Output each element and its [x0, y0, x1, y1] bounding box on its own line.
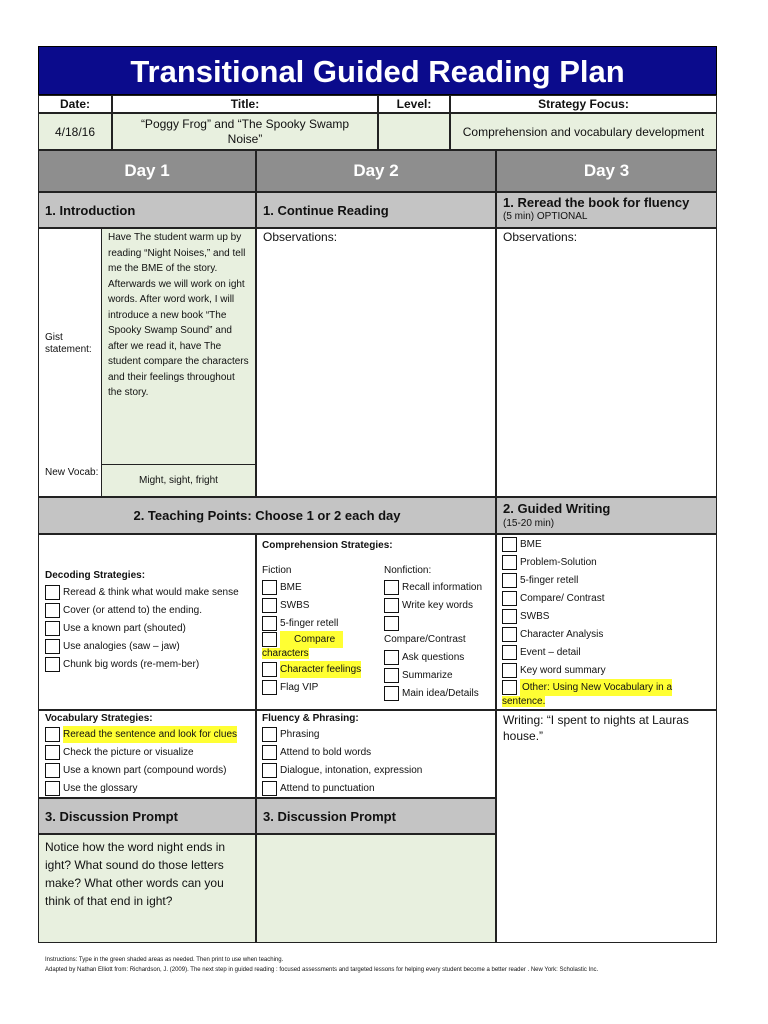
checkbox-label: 5-finger retell	[280, 617, 339, 629]
guided-writing-list	[502, 535, 716, 679]
checkbox[interactable]	[45, 763, 60, 778]
checkbox[interactable]	[45, 727, 60, 742]
compare-contrast-label: Compare/Contrast	[384, 634, 466, 645]
new-vocab-field[interactable]: Might, sight, fright	[101, 465, 255, 496]
checkbox[interactable]	[384, 686, 399, 701]
checkbox-label: Problem-Solution	[520, 556, 597, 568]
checkbox[interactable]	[45, 621, 60, 636]
page-title: Transitional Guided Reading Plan	[38, 46, 717, 95]
gw-other-top: Other: Using New Vocabulary in a	[520, 679, 672, 696]
writing-field[interactable]: Writing: “I spent to nights at Lauras house.”	[496, 710, 717, 943]
checkbox-row[interactable]	[262, 761, 492, 779]
gw-other-bottom-line	[502, 696, 716, 708]
guided-writing-block	[502, 535, 716, 708]
checkbox-row[interactable]	[262, 779, 492, 797]
checkbox-label: Character feelings	[280, 661, 361, 678]
checkbox[interactable]	[502, 555, 517, 570]
checkbox-label: Phrasing	[280, 728, 320, 740]
checkbox[interactable]	[384, 650, 399, 665]
checkbox-row[interactable]	[262, 660, 382, 678]
checkbox-label: BME	[280, 581, 302, 593]
checkbox[interactable]	[384, 598, 399, 613]
reread-title: 1. Reread the book for fluency	[503, 195, 690, 210]
day1-header: Day 1	[38, 150, 256, 192]
checkbox-row[interactable]	[45, 583, 255, 601]
vocab-strategies-title: Vocabulary Strategies:	[45, 713, 153, 724]
checkbox-label: Cover (or attend to) the ending.	[63, 604, 202, 616]
fluency-block	[262, 712, 492, 797]
checkbox[interactable]	[45, 745, 60, 760]
checkbox-label: Flag VIP	[280, 681, 319, 693]
checkbox[interactable]	[262, 781, 277, 796]
checkbox-row[interactable]	[262, 678, 382, 696]
continue-reading-heading: 1. Continue Reading	[256, 192, 496, 228]
checkbox-label: Use a known part (shouted)	[63, 622, 186, 634]
footer-citation: Adapted by Nathan Elliott from: Richardson, J. (2009). The next step in guided reading : focused assessments and targeted lessons for helping every student become a better reader . New York: Scholastic Inc.	[45, 967, 599, 973]
fluency-title: Fluency & Phrasing:	[262, 713, 359, 724]
decoding-title: Decoding Strategies:	[45, 570, 146, 581]
fiction-more-list	[262, 660, 382, 696]
checkbox-label: Attend to bold words	[280, 746, 372, 758]
decoding-block	[45, 569, 255, 673]
checkbox[interactable]	[384, 616, 399, 631]
checkbox[interactable]	[262, 632, 277, 647]
checkbox[interactable]	[502, 591, 517, 606]
vocab-label: New Vocab:	[45, 467, 99, 478]
checkbox-row[interactable]	[45, 779, 255, 797]
checkbox-label: Event – detail	[520, 646, 581, 658]
day3-header: Day 3	[496, 150, 717, 192]
checkbox-label: Check the picture or visualize	[63, 746, 194, 758]
checkbox-label: SWBS	[280, 599, 310, 611]
checkbox[interactable]	[384, 580, 399, 595]
day2-observations[interactable]	[256, 228, 496, 497]
guided-writing-title: 2. Guided Writing	[503, 501, 611, 516]
checkbox-label: Dialogue, intonation, expression	[280, 764, 423, 776]
gist-label: Gist statement:	[45, 332, 92, 355]
strategy-label: Strategy Focus:	[450, 95, 717, 113]
checkbox[interactable]	[502, 627, 517, 642]
checkbox-label: Summarize	[402, 669, 453, 681]
checkbox-label: Ask questions	[402, 651, 465, 663]
fiction-list	[262, 578, 382, 632]
level-label: Level:	[378, 95, 450, 113]
checkbox[interactable]	[45, 603, 60, 618]
checkbox[interactable]	[262, 616, 277, 631]
checkbox-row[interactable]	[45, 743, 255, 761]
checkbox[interactable]	[262, 745, 277, 760]
checkbox[interactable]	[262, 598, 277, 613]
checkbox[interactable]	[262, 727, 277, 742]
fiction-label: Fiction	[262, 565, 292, 576]
compare-text-top: Compare	[280, 631, 343, 648]
checkbox-row[interactable]	[45, 637, 255, 655]
checkbox-row[interactable]	[262, 596, 382, 614]
level-field[interactable]	[378, 113, 450, 150]
nonfiction-list	[384, 578, 494, 632]
gist-statement-field[interactable]: Have The student warm up by reading “Night Noises,” and tell me the BME of the story. Afterwards we will work on ight words. After word work, I will introduce a new book “The Spooky Swamp Sound” and after we read it, have The student compare the characters and their feelings throughout the story.	[101, 229, 255, 465]
discussion-heading-day2: 3. Discussion Prompt	[256, 798, 496, 834]
gw-other-row[interactable]	[502, 679, 716, 696]
discussion-prompt-day1[interactable]: Notice how the word night ends in ight? What sound do those letters make? What other words can you think of that end in ight?	[38, 834, 256, 943]
checkbox-row[interactable]	[502, 571, 716, 589]
checkbox[interactable]	[502, 645, 517, 660]
checkbox-label: BME	[520, 538, 542, 550]
checkbox-label: Compare/ Contrast	[520, 592, 605, 604]
checkbox-row[interactable]	[384, 578, 494, 596]
checkbox[interactable]	[45, 657, 60, 672]
vocab-list	[45, 725, 255, 797]
observations-label: Observations:	[503, 230, 578, 244]
discussion-prompt-day2[interactable]	[256, 834, 496, 943]
checkbox-row[interactable]	[45, 601, 255, 619]
checkbox[interactable]	[502, 573, 517, 588]
date-field[interactable]: 4/18/16	[38, 113, 112, 150]
day2-header: Day 2	[256, 150, 496, 192]
checkbox-label: Attend to punctuation	[280, 782, 375, 794]
fiction-block	[262, 564, 382, 696]
checkbox-label: Main idea/Details	[402, 687, 479, 699]
checkbox[interactable]	[384, 668, 399, 683]
checkbox-row[interactable]	[502, 607, 716, 625]
checkbox-label: 5-finger retell	[520, 574, 579, 586]
fiction-compare-row[interactable]	[262, 632, 382, 647]
checkbox-row[interactable]	[384, 648, 494, 666]
checkbox[interactable]	[45, 639, 60, 654]
vocab-strategies-block	[45, 712, 255, 797]
checkbox-label: Reread the sentence and look for clues	[63, 726, 237, 743]
compare-text-bottom: characters	[262, 648, 309, 659]
day3-observations[interactable]	[496, 228, 717, 497]
checkbox-row[interactable]	[384, 596, 494, 614]
guided-writing-subtitle: (15-20 min)	[503, 518, 555, 529]
reread-heading	[496, 192, 717, 228]
checkbox[interactable]	[262, 680, 277, 695]
checkbox-row[interactable]	[502, 625, 716, 643]
checkbox[interactable]	[262, 580, 277, 595]
checkbox-label: SWBS	[520, 610, 550, 622]
gw-other-bottom: sentence.	[502, 696, 546, 707]
checkbox[interactable]	[262, 662, 277, 677]
checkbox-label: Character Analysis	[520, 628, 604, 640]
checkbox-row[interactable]	[502, 589, 716, 607]
checkbox-row[interactable]	[502, 643, 716, 661]
nonfiction-block	[384, 564, 494, 702]
checkbox-row[interactable]	[45, 619, 255, 637]
checkbox-label: Use a known part (compound words)	[63, 764, 227, 776]
nonfiction-label: Nonfiction:	[384, 565, 432, 576]
reread-subtitle: (5 min) OPTIONAL	[503, 211, 588, 222]
title-label: Title:	[112, 95, 378, 113]
checkbox-row[interactable]	[384, 684, 494, 702]
observations-label: Observations:	[263, 230, 338, 244]
fiction-compare-label	[262, 647, 382, 660]
checkbox-row[interactable]	[502, 553, 716, 571]
checkbox-label: Chunk big words (re-mem-ber)	[63, 658, 200, 670]
checkbox-label: Reread & think what would make sense	[63, 586, 239, 598]
checkbox[interactable]	[502, 663, 517, 678]
checkbox[interactable]	[262, 763, 277, 778]
checkbox-row[interactable]	[384, 614, 494, 632]
checkbox-row[interactable]	[262, 614, 382, 632]
teaching-points-heading: 2. Teaching Points: Choose 1 or 2 each day	[38, 497, 496, 534]
checkbox-label: Use the glossary	[63, 782, 138, 794]
checkbox-row[interactable]	[262, 743, 492, 761]
comprehension-title: Comprehension Strategies:	[262, 540, 393, 551]
date-label: Date:	[38, 95, 112, 113]
checkbox-row[interactable]	[502, 535, 716, 553]
checkbox-label: Recall information	[402, 581, 483, 593]
checkbox-row[interactable]	[45, 761, 255, 779]
checkbox-label: Key word summary	[520, 664, 606, 676]
decoding-list	[45, 583, 255, 673]
checkbox-label: Use analogies (saw – jaw)	[63, 640, 180, 652]
fluency-list	[262, 725, 492, 797]
checkbox-row[interactable]	[262, 725, 492, 743]
title-field[interactable]: “Poggy Frog” and “The Spooky Swamp Noise”	[112, 113, 378, 150]
checkbox[interactable]	[45, 585, 60, 600]
checkbox-label: Write key words	[402, 599, 473, 611]
discussion-heading-day1: 3. Discussion Prompt	[38, 798, 256, 834]
nonfiction-more-list	[384, 648, 494, 702]
intro-heading: 1. Introduction	[38, 192, 256, 228]
checkbox[interactable]	[502, 609, 517, 624]
checkbox-row[interactable]	[45, 655, 255, 673]
guided-writing-heading	[496, 497, 717, 534]
footer-instructions: Instructions: Type in the green shaded areas as needed. Then print to use when teaching.	[45, 957, 284, 963]
checkbox-row[interactable]	[45, 725, 255, 743]
checkbox[interactable]	[502, 537, 517, 552]
checkbox[interactable]	[502, 680, 517, 695]
checkbox[interactable]	[45, 781, 60, 796]
checkbox-row[interactable]	[384, 666, 494, 684]
checkbox-row[interactable]	[262, 578, 382, 596]
strategy-field[interactable]: Comprehension and vocabulary development	[450, 113, 717, 150]
checkbox-row[interactable]	[502, 661, 716, 679]
